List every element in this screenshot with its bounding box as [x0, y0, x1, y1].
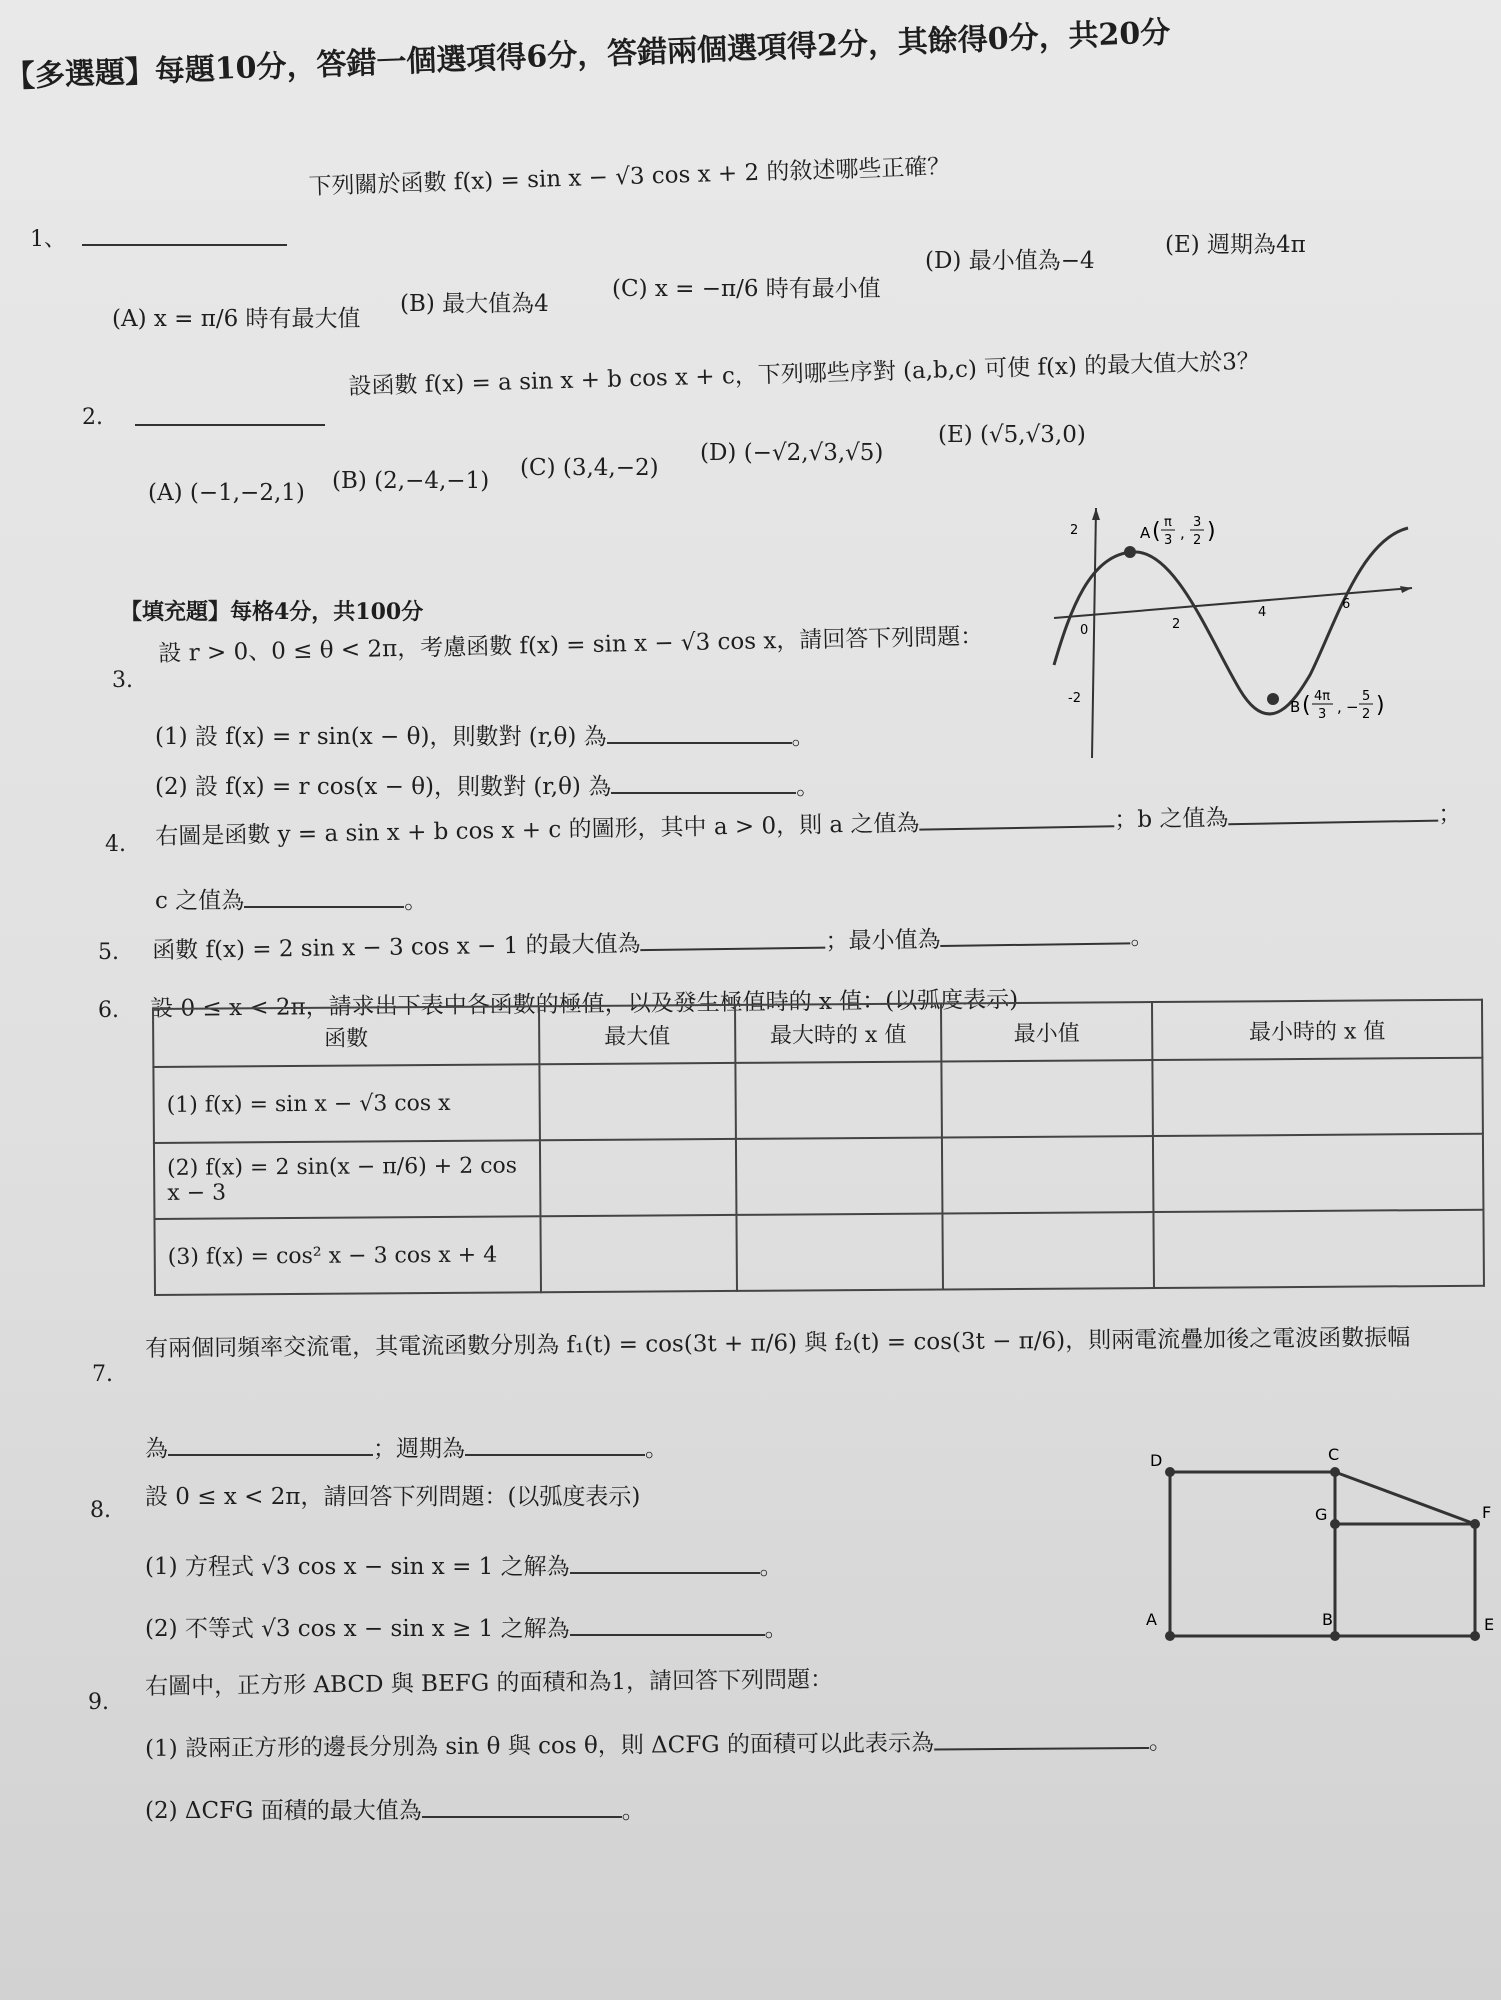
q3-part2-text: (2) 設 f(x) = r cos(x − θ)，則數對 (r,θ) 為	[155, 774, 612, 800]
header-max-x: 最大時的 x 值	[735, 1003, 941, 1062]
q2-option-e: (E) (√5,√3,0)	[938, 422, 1086, 448]
square-befg	[1335, 1524, 1475, 1636]
label-a: A	[1146, 1610, 1157, 1629]
svg-text:): )	[1376, 693, 1385, 718]
table-header-row	[153, 1000, 1482, 1067]
table-row	[153, 1058, 1482, 1143]
point-b	[1267, 693, 1279, 705]
row1-function: (1) f(x) = sin x − √3 cos x	[153, 1064, 540, 1143]
svg-text:(: (	[1302, 693, 1311, 718]
q5-min-blank[interactable]	[940, 920, 1130, 947]
segment-cf	[1335, 1472, 1475, 1524]
q3-part1	[155, 718, 815, 751]
svg-text:,: ,	[1337, 698, 1342, 716]
q4-a-blank[interactable]	[919, 803, 1114, 830]
svg-text:4π: 4π	[1314, 689, 1331, 704]
q2-number: 2.	[82, 405, 103, 430]
origin-label: 0	[1080, 623, 1089, 638]
q3-number: 3.	[112, 668, 133, 693]
q1-option-e: (E) 週期為4π	[1165, 232, 1306, 258]
q1-answer-blank[interactable]	[82, 222, 287, 250]
vertex-f	[1470, 1519, 1480, 1529]
q4-semicolon: ；	[1438, 801, 1462, 828]
multi-choice-header: 【多選題】每題10分，答錯一個選項得6分，答錯兩個選項得2分，其餘得0分，共20分	[4, 15, 1171, 95]
q5-stem: 函數 f(x) = 2 sin x − 3 cos x − 1 的最大值為	[152, 931, 641, 964]
q5-end: 。	[1130, 924, 1154, 951]
point-a-label	[1140, 515, 1216, 548]
q7-line2	[145, 1430, 668, 1463]
header-max: 最大值	[539, 1005, 735, 1064]
q3-part2-end: 。	[796, 774, 820, 800]
row2-min-x-cell[interactable]	[1153, 1134, 1484, 1212]
row1-min-x-cell[interactable]	[1152, 1058, 1483, 1136]
square-abcd	[1170, 1472, 1335, 1636]
q4-end: 。	[404, 888, 428, 914]
row1-max-cell[interactable]	[539, 1063, 736, 1140]
q9-part1-blank[interactable]	[934, 1725, 1149, 1751]
q2-option-a: (A) (−1,−2,1)	[148, 480, 305, 506]
q1-stem: 下列關於函數 f(x) = sin x − √3 cos x + 2 的敘述哪些正確？	[308, 153, 951, 200]
y-axis	[1092, 508, 1100, 758]
q7-end: 。	[645, 1436, 668, 1462]
q4-c-text: c 之值為	[155, 888, 245, 914]
svg-text:B: B	[1290, 698, 1301, 716]
q6-number: 6.	[98, 998, 119, 1023]
q2-option-b: (B) (2,−4,−1)	[332, 468, 490, 494]
vertex-b	[1330, 1631, 1340, 1641]
label-b: B	[1322, 1610, 1333, 1629]
q9-part2	[145, 1792, 645, 1825]
q8-part1-blank[interactable]	[570, 1550, 760, 1574]
row2-function: (2) f(x) = 2 sin(x − π/6) + 2 cos x − 3	[154, 1140, 541, 1219]
q1-option-c: (C) x = −π/6 時有最小值	[612, 276, 881, 302]
q8-stem: 設 0 ≤ x < 2π，請回答下列問題：(以弧度表示)	[145, 1484, 641, 1510]
q4-line2	[155, 882, 427, 915]
tick-y-2: 2	[1070, 523, 1079, 538]
q9-stem: 右圖中，正方形 ABCD 與 BEFG 的面積和為1，請回答下列問題：	[145, 1666, 834, 1700]
label-e: E	[1484, 1615, 1495, 1634]
label-f: F	[1482, 1503, 1492, 1522]
svg-text:A: A	[1140, 524, 1151, 542]
q2-stem: 設函數 f(x) = a sin x + b cos x + c，下列哪些序對 (a,b,c) 可使 f(x) 的最大值大於3？	[348, 348, 1261, 400]
svg-text:3: 3	[1318, 707, 1327, 722]
q8-part2-blank[interactable]	[570, 1612, 765, 1636]
header-function: 函數	[153, 1006, 539, 1067]
row3-max-cell[interactable]	[540, 1215, 737, 1292]
q3-part2-blank[interactable]	[611, 770, 796, 794]
q8-part2-text: (2) 不等式 √3 cos x − sin x ≥ 1 之解為	[145, 1616, 570, 1642]
q3-stem: 設 r > 0、0 ≤ θ < 2π，考慮函數 f(x) = sin x − √3 cos x，請回答下列問題：	[158, 623, 984, 667]
row3-min-x-cell[interactable]	[1153, 1210, 1484, 1288]
q8-number: 8.	[90, 1498, 111, 1523]
svg-text:π: π	[1164, 515, 1172, 530]
row3-function: (3) f(x) = cos² x − 3 cos x + 4	[154, 1216, 541, 1295]
q7-line2-start: 為	[145, 1436, 168, 1462]
vertex-a	[1165, 1631, 1175, 1641]
q4-c-blank[interactable]	[244, 884, 404, 908]
sine-curve	[1054, 528, 1408, 714]
vertex-e	[1470, 1631, 1480, 1641]
q5-min-text: ；最小值為	[825, 926, 941, 955]
q5-number: 5.	[98, 940, 119, 965]
label-g: G	[1315, 1505, 1328, 1524]
vertex-g	[1330, 1519, 1340, 1529]
q8-part1-text: (1) 方程式 √3 cos x − sin x = 1 之解為	[145, 1554, 570, 1580]
svg-text:3: 3	[1164, 533, 1173, 548]
svg-text:): )	[1207, 519, 1216, 544]
q8-part2-end: 。	[764, 1616, 788, 1642]
label-d: D	[1150, 1451, 1163, 1470]
tick-x-2: 2	[1172, 617, 1181, 632]
tick-y-neg2: -2	[1068, 691, 1081, 706]
svg-text:−: −	[1346, 698, 1359, 716]
q8-part2	[145, 1610, 788, 1643]
q4-number: 4.	[105, 832, 126, 857]
q3-part2	[155, 768, 819, 801]
label-c: C	[1328, 1445, 1340, 1464]
row1-max-x-cell[interactable]	[735, 1061, 942, 1138]
x-axis	[1054, 586, 1412, 618]
row3-min-cell[interactable]	[942, 1212, 1154, 1289]
q5-max-blank[interactable]	[640, 925, 825, 952]
q2-answer-blank[interactable]	[135, 402, 325, 430]
q1-option-a: (A) x = π/6 時有最大值	[112, 306, 361, 332]
row2-min-cell[interactable]	[942, 1136, 1154, 1213]
q7-amplitude-blank[interactable]	[168, 1432, 373, 1456]
q3-part1-text: (1) 設 f(x) = r sin(x − θ)，則數對 (r,θ) 為	[155, 724, 607, 750]
q9-part2-text: (2) ΔCFG 面積的最大值為	[145, 1798, 422, 1824]
q3-part1-end: 。	[791, 724, 815, 750]
q7-period-text: ；週期為	[373, 1436, 465, 1462]
q2-option-c: (C) (3,4,−2)	[520, 455, 659, 481]
q9-part2-blank[interactable]	[422, 1794, 622, 1818]
fill-in-header: 【填充題】每格4分，共100分	[120, 599, 424, 625]
tick-x-4: 4	[1258, 605, 1267, 620]
row2-max-cell[interactable]	[540, 1139, 737, 1216]
q4-stem: 右圖是函數 y = a sin x + b cos x + c 的圖形，其中 a > 0，則 a 之值為	[155, 810, 920, 850]
row2-max-x-cell[interactable]	[736, 1137, 943, 1214]
sinusoid-graph	[1040, 490, 1430, 770]
q2-option-d: (D) (−√2,√3,√5)	[700, 440, 884, 466]
q6-stem: 設 0 ≤ x < 2π，請求出下表中各函數的極值，以及發生極值時的 x 值：(以弧度表示)	[150, 986, 1019, 1022]
tick-x-6: 6	[1342, 597, 1351, 612]
row1-min-cell[interactable]	[941, 1060, 1153, 1137]
q7-stem: 有兩個同頻率交流電，其電流函數分別為 f₁(t) = cos(3t + π/6) 與 f₂(t) = cos(3t − π/6)，則兩電流疊加後之電波函數振幅	[145, 1324, 1411, 1362]
q9-number: 9.	[88, 1690, 109, 1715]
q7-period-blank[interactable]	[465, 1432, 645, 1456]
q9-part1-end: 。	[1148, 1728, 1173, 1755]
q1-number: 1、	[30, 227, 66, 252]
q8-part1-end: 。	[759, 1554, 783, 1580]
q7-number: 7.	[92, 1362, 113, 1387]
svg-text:2: 2	[1362, 707, 1371, 722]
svg-text:3: 3	[1193, 515, 1202, 530]
header-min: 最小值	[941, 1002, 1152, 1061]
table-row	[154, 1134, 1483, 1219]
svg-text:5: 5	[1362, 689, 1371, 704]
squares-figure	[1130, 1440, 1500, 1660]
q3-part1-blank[interactable]	[607, 720, 792, 744]
q1-option-d: (D) 最小值為−4	[925, 248, 1095, 274]
svg-text:(: (	[1152, 519, 1161, 544]
q9-part1-text: (1) 設兩正方形的邊長分別為 sin θ 與 cos θ，則 ΔCFG 的面積可以此表示為	[145, 1730, 935, 1762]
q8-part1	[145, 1548, 783, 1581]
q9-part2-end: 。	[621, 1798, 645, 1824]
point-a	[1124, 546, 1136, 558]
q4-b-blank[interactable]	[1228, 798, 1438, 826]
svg-text:,: ,	[1180, 524, 1185, 542]
vertex-d	[1165, 1467, 1175, 1477]
point-b-label	[1290, 689, 1385, 722]
q4-b-text: ；b 之值為	[1114, 805, 1229, 834]
extrema-table	[152, 999, 1485, 1296]
q1-option-b: (B) 最大值為4	[400, 291, 549, 317]
row3-max-x-cell[interactable]	[736, 1213, 943, 1290]
table-row	[154, 1210, 1483, 1295]
svg-text:2: 2	[1193, 533, 1202, 548]
vertex-c	[1330, 1467, 1340, 1477]
header-min-x: 最小時的 x 值	[1152, 1000, 1482, 1060]
